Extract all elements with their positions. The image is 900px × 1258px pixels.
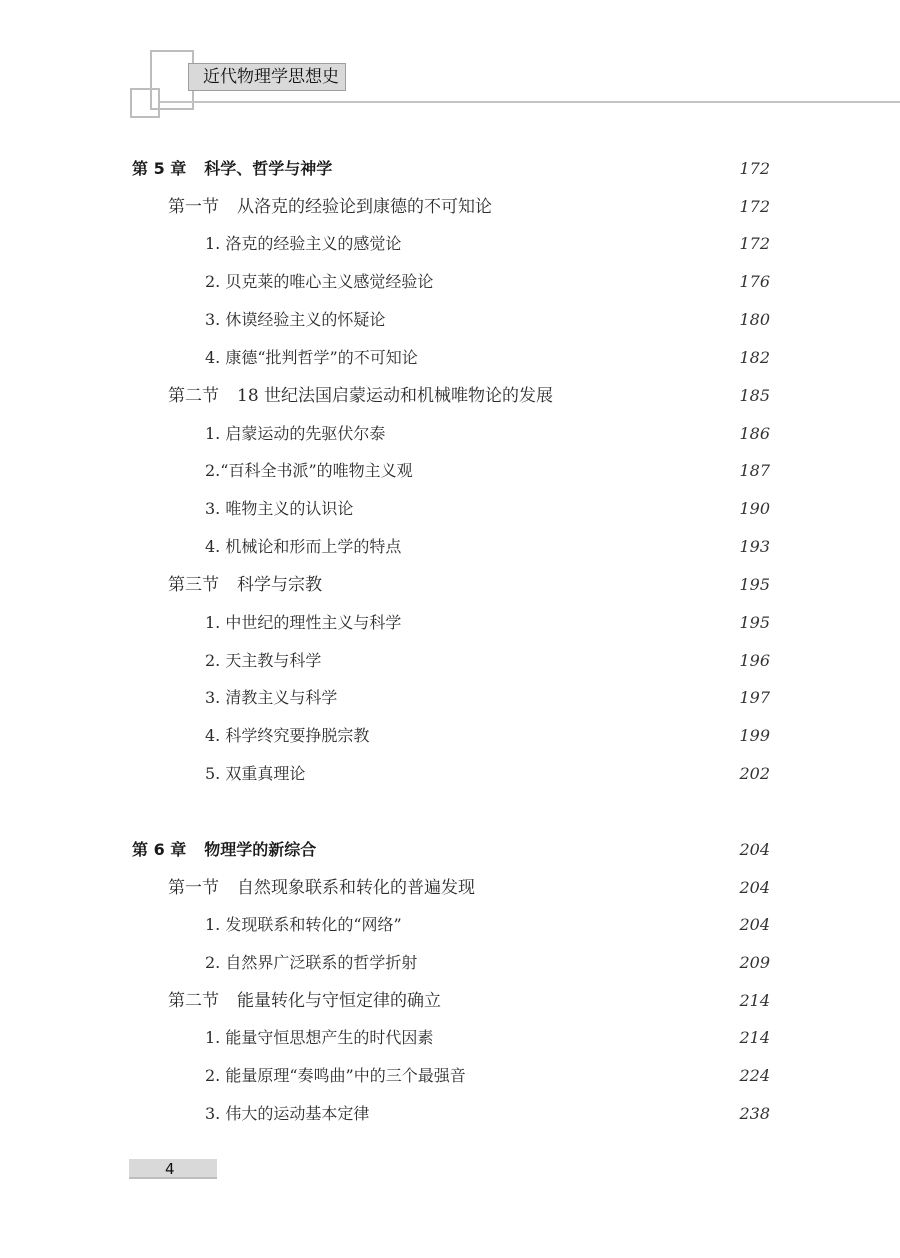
toc-item[interactable]: [0, 610, 900, 638]
toc-chapter-number: 第 5 章: [132, 159, 187, 178]
toc-chapter-label: [132, 837, 316, 863]
toc-page-number: 172: [739, 197, 770, 216]
toc-item-label: [205, 950, 417, 976]
toc-section-label: [168, 988, 441, 1014]
toc-item[interactable]: [0, 1025, 900, 1053]
toc-section-number: 第一节: [168, 878, 219, 898]
toc-page-number: 196: [739, 651, 770, 670]
toc-item[interactable]: [0, 307, 900, 335]
toc-page-number: 190: [739, 499, 770, 518]
toc-item[interactable]: [0, 269, 900, 297]
toc-section-number: 第一节: [168, 197, 219, 217]
toc-section-number: 第二节: [168, 991, 219, 1011]
toc-item-label: [205, 269, 433, 295]
toc-item[interactable]: [0, 648, 900, 676]
toc-item-title: 3. 休谟经验主义的怀疑论: [205, 310, 386, 329]
toc-item-title: 2. 天主教与科学: [205, 651, 322, 670]
toc-item[interactable]: [0, 723, 900, 751]
toc-section-number: 第二节: [168, 386, 219, 406]
running-header-title: 近代物理学思想史: [188, 63, 346, 91]
toc-item-label: [205, 761, 305, 787]
toc-item-title: 1. 发现联系和转化的“网络”: [205, 915, 402, 934]
toc-item-title: 5. 双重真理论: [205, 764, 306, 783]
toc-page-number: 202: [739, 764, 770, 783]
toc-item-title: 4. 科学终究要挣脱宗教: [205, 726, 370, 745]
toc-item[interactable]: [0, 421, 900, 449]
toc-section[interactable]: [0, 383, 900, 411]
toc-page-number: 224: [739, 1066, 770, 1085]
toc-section[interactable]: [0, 875, 900, 903]
toc-section-title: 18 世纪法国启蒙运动和机械唯物论的发展: [237, 386, 554, 406]
toc-item-label: [205, 345, 418, 371]
toc-page-number: 180: [739, 310, 770, 329]
toc-item-label: [205, 1025, 433, 1051]
toc-item[interactable]: [0, 231, 900, 259]
toc-item[interactable]: [0, 534, 900, 562]
toc-page-number: 182: [739, 348, 770, 367]
toc-page-number: 195: [739, 613, 770, 632]
toc-item-title: 3. 伟大的运动基本定律: [205, 1104, 370, 1123]
toc-item-label: [205, 496, 353, 522]
toc-page-number: 185: [739, 386, 770, 405]
toc-item-title: 1. 中世纪的理性主义与科学: [205, 613, 402, 632]
toc-page-number: 199: [739, 726, 770, 745]
toc-item-title: 4. 机械论和形而上学的特点: [205, 537, 402, 556]
toc-item-label: [205, 1101, 369, 1127]
toc-section[interactable]: [0, 194, 900, 222]
toc-page-number: 197: [739, 688, 770, 707]
toc-item-title: 1. 洛克的经验主义的感觉论: [205, 234, 402, 253]
toc-page-number: 186: [739, 424, 770, 443]
toc-section-label: [168, 383, 553, 409]
toc-item[interactable]: [0, 685, 900, 713]
toc-item-title: 2. 能量原理“奏鸣曲”中的三个最强音: [205, 1066, 466, 1085]
toc-section-label: [168, 572, 322, 598]
toc-section-title: 自然现象联系和转化的普遍发现: [237, 878, 475, 898]
toc-chapter-title: 物理学的新综合: [204, 840, 317, 859]
toc-item[interactable]: [0, 458, 900, 486]
toc-page-number: 204: [739, 840, 770, 859]
toc-item-title: 2. 自然界广泛联系的哲学折射: [205, 953, 418, 972]
toc-item-label: [205, 231, 401, 257]
toc-page-number: 204: [739, 915, 770, 934]
toc-item-label: [205, 458, 413, 484]
toc-item[interactable]: [0, 1101, 900, 1129]
toc-item-label: [205, 610, 401, 636]
toc-page-number: 214: [739, 991, 770, 1010]
toc-page-number: 172: [739, 159, 770, 178]
toc-chapter[interactable]: [0, 837, 900, 865]
toc-page-number: 214: [739, 1028, 770, 1047]
toc-section-label: [168, 875, 475, 901]
toc-item-title: 3. 唯物主义的认识论: [205, 499, 354, 518]
toc-item[interactable]: [0, 345, 900, 373]
toc-item-title: 2.“百科全书派”的唯物主义观: [205, 461, 413, 480]
toc-item[interactable]: [0, 912, 900, 940]
toc-section-title: 能量转化与守恒定律的确立: [237, 991, 441, 1011]
toc-item[interactable]: [0, 950, 900, 978]
toc-page-number: 176: [739, 272, 770, 291]
toc-item-label: [205, 534, 401, 560]
toc-item-title: 1. 启蒙运动的先驱伏尔泰: [205, 424, 386, 443]
toc-section-number: 第三节: [168, 575, 219, 595]
toc-item[interactable]: [0, 1063, 900, 1091]
toc-item-label: [205, 307, 385, 333]
toc-item-title: 2. 贝克莱的唯心主义感觉经验论: [205, 272, 434, 291]
toc-section-label: [168, 194, 492, 220]
toc-page-number: 193: [739, 537, 770, 556]
toc-item-title: 1. 能量守恒思想产生的时代因素: [205, 1028, 434, 1047]
toc-page-number: 172: [739, 234, 770, 253]
toc-item[interactable]: [0, 761, 900, 789]
toc-section-title: 从洛克的经验论到康德的不可知论: [237, 197, 492, 217]
toc-item-label: [205, 912, 402, 938]
toc-section[interactable]: [0, 988, 900, 1016]
toc-page-number: 195: [739, 575, 770, 594]
toc-section[interactable]: [0, 572, 900, 600]
toc-item-label: [205, 1063, 466, 1089]
toc-chapter-number: 第 6 章: [132, 840, 187, 859]
page-number: 4: [129, 1159, 217, 1179]
toc-item-label: [205, 421, 385, 447]
toc-item-label: [205, 685, 337, 711]
toc-page-number: 209: [739, 953, 770, 972]
toc-item-title: 3. 清教主义与科学: [205, 688, 338, 707]
toc-chapter[interactable]: [0, 156, 900, 184]
toc-item-label: [205, 723, 369, 749]
toc-page-number: 187: [739, 461, 770, 480]
toc-item-title: 4. 康德“批判哲学”的不可知论: [205, 348, 418, 367]
toc-item[interactable]: [0, 496, 900, 524]
toc-chapter-title: 科学、哲学与神学: [204, 159, 333, 178]
toc-chapter-label: [132, 156, 332, 182]
toc-page-number: 238: [739, 1104, 770, 1123]
toc-item-label: [205, 648, 321, 674]
toc-page-number: 204: [739, 878, 770, 897]
toc-section-title: 科学与宗教: [237, 575, 322, 595]
